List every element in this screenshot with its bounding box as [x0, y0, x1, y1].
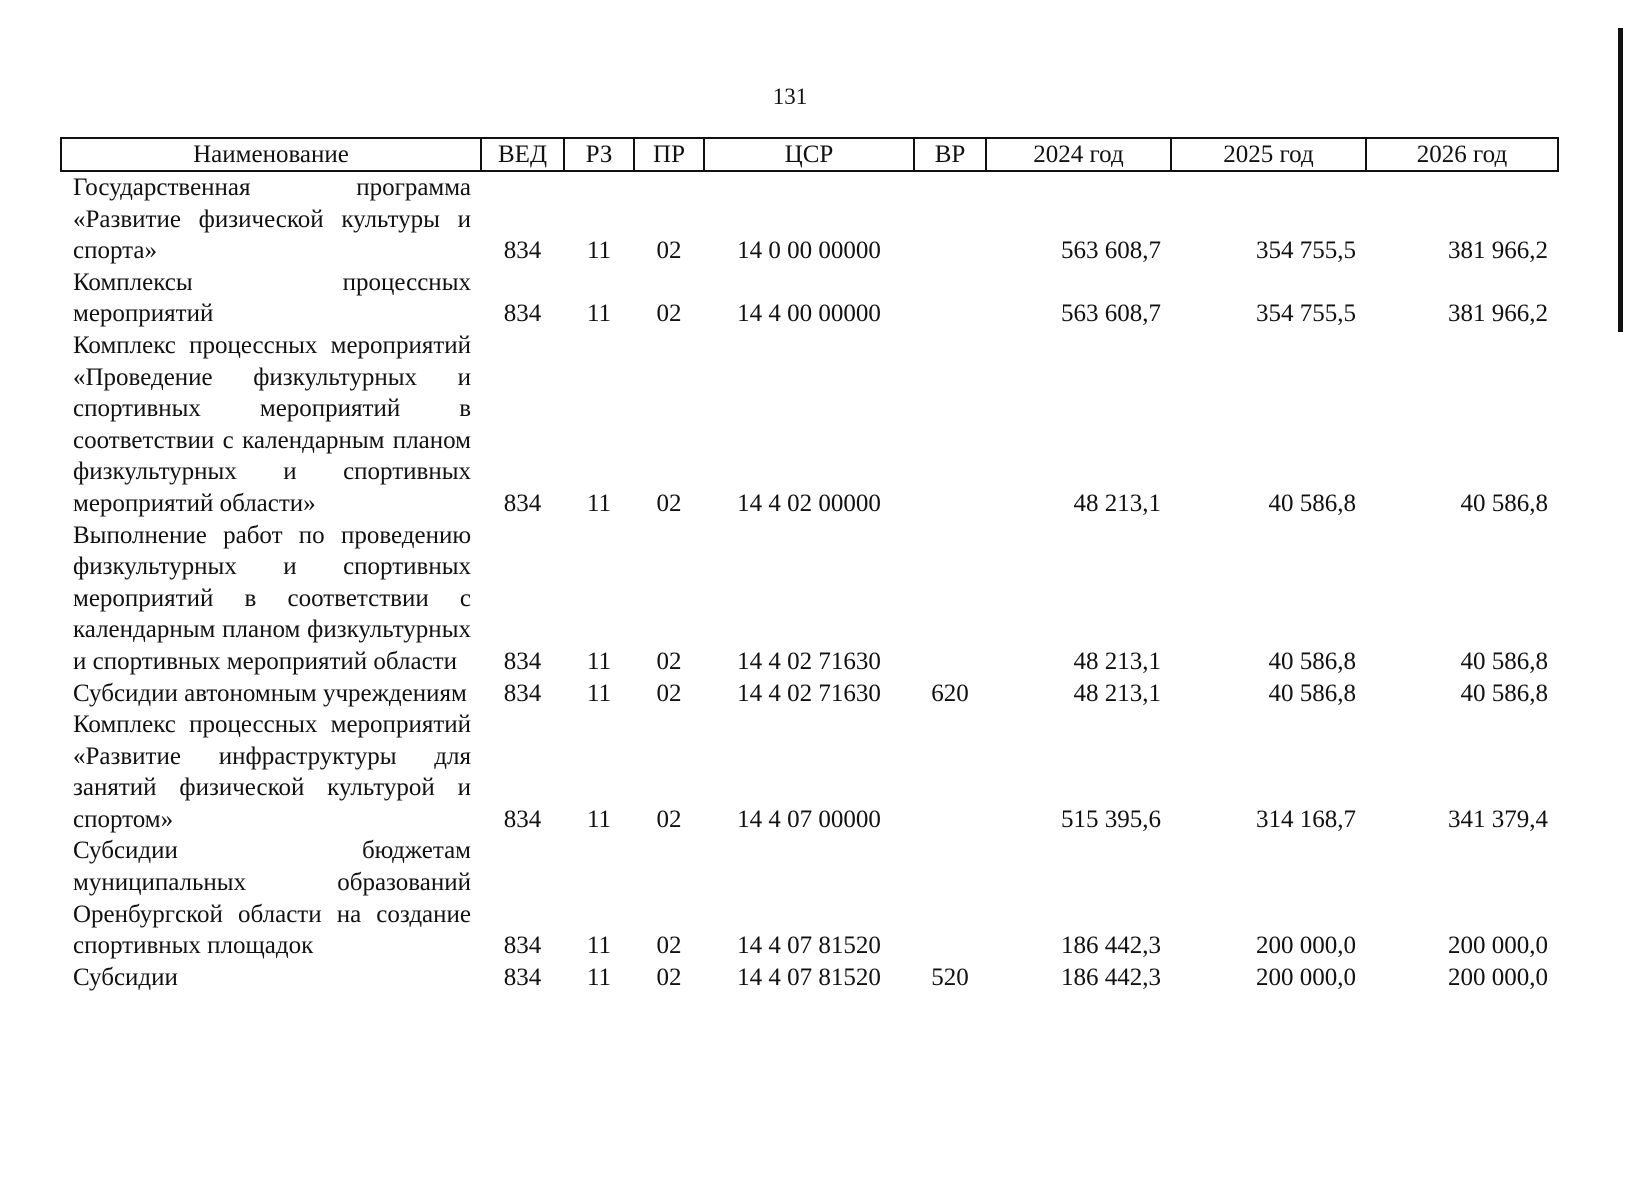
- table-row: [61, 520, 1558, 678]
- table-row: [61, 171, 1558, 267]
- row-2024: 563 608,7: [1061, 237, 1161, 265]
- header-2026: 2026 год: [1366, 138, 1558, 171]
- row-pr: 02: [656, 300, 682, 328]
- row-ved: 834: [503, 237, 542, 265]
- row-vr: [914, 520, 986, 678]
- header-csr: ЦСР: [704, 138, 914, 171]
- table-row: [61, 678, 1558, 710]
- row-rz: 11: [586, 647, 612, 675]
- row-csr: 14 4 07 00000: [737, 805, 881, 833]
- row-rz: 11: [586, 489, 612, 517]
- row-pr: 02: [656, 932, 682, 960]
- row-csr: 14 4 07 81520: [737, 932, 881, 960]
- header-ved: ВЕД: [481, 138, 564, 171]
- row-ved: 834: [503, 932, 542, 960]
- budget-table: [60, 137, 1559, 993]
- row-name: Комплексы процессных мероприятий: [73, 268, 471, 328]
- row-2026: 341 379,4: [1448, 805, 1548, 833]
- scan-edge-mark: [1618, 28, 1623, 332]
- row-2026: 40 586,8: [1460, 489, 1548, 517]
- row-rz: 11: [586, 237, 612, 265]
- row-2025: 40 586,8: [1268, 679, 1356, 707]
- row-csr: 14 4 07 81520: [737, 963, 881, 991]
- row-rz: 11: [586, 805, 612, 833]
- row-rz: 11: [586, 300, 612, 328]
- header-vr: ВР: [914, 138, 986, 171]
- row-ved: 834: [503, 647, 542, 675]
- header-2024: 2024 год: [986, 138, 1171, 171]
- row-rz: 11: [586, 963, 612, 991]
- row-pr: 02: [656, 679, 682, 707]
- row-2025: 40 586,8: [1268, 647, 1356, 675]
- row-2024: 186 442,3: [1061, 932, 1161, 960]
- row-2024: 48 213,1: [1073, 679, 1161, 707]
- row-2024: 48 213,1: [1073, 489, 1161, 517]
- row-name: Выполнение работ по проведению физкультурных и спортивных мероприятий в соответствии с календарным планом физкультурных и спортивных мероприятий области: [73, 521, 471, 675]
- row-csr: 14 4 00 00000: [737, 300, 881, 328]
- table-row: [61, 267, 1558, 330]
- row-ved: 834: [503, 300, 542, 328]
- row-2026: 200 000,0: [1448, 963, 1548, 991]
- row-2024: 186 442,3: [1061, 963, 1161, 991]
- row-pr: 02: [656, 489, 682, 517]
- row-rz: 11: [586, 679, 612, 707]
- header-pr: ПР: [634, 138, 704, 171]
- row-name: Субсидии: [73, 963, 178, 991]
- row-vr: [914, 171, 986, 267]
- row-2025: 200 000,0: [1256, 963, 1356, 991]
- row-vr: [914, 330, 986, 520]
- row-pr: 02: [656, 805, 682, 833]
- row-name: Государственная программа «Развитие физической культуры и спорта»: [73, 174, 471, 265]
- row-2025: 314 168,7: [1256, 805, 1356, 833]
- row-vr: 520: [931, 963, 969, 991]
- row-csr: 14 4 02 71630: [737, 647, 881, 675]
- row-name: Комплекс процессных мероприятий «Развитие инфраструктуры для занятий физической культурой и спортом»: [73, 711, 471, 833]
- row-pr: 02: [656, 647, 682, 675]
- row-2025: 354 755,5: [1256, 300, 1356, 328]
- page-number: 131: [772, 84, 808, 109]
- row-csr: 14 4 02 71630: [737, 679, 881, 707]
- header-rz: РЗ: [564, 138, 634, 171]
- row-ved: 834: [503, 489, 542, 517]
- row-2024: 48 213,1: [1073, 647, 1161, 675]
- row-2025: 354 755,5: [1256, 237, 1356, 265]
- table-row: [61, 962, 1558, 994]
- header-2025: 2025 год: [1171, 138, 1366, 171]
- row-pr: 02: [656, 237, 682, 265]
- row-name: Комплекс процессных мероприятий «Проведение физкультурных и спортивных мероприятий в соответствии с календарным планом физкультурных и спортивных мероприятий области»: [73, 331, 471, 517]
- header-name: Наименование: [61, 138, 481, 171]
- row-ved: 834: [503, 679, 542, 707]
- row-vr: [914, 709, 986, 835]
- row-ved: 834: [503, 805, 542, 833]
- row-vr: [914, 267, 986, 330]
- row-ved: 834: [503, 963, 542, 991]
- table-row: [61, 709, 1558, 835]
- row-name: Субсидии бюджетам муниципальных образований Оренбургской области на создание спортивных площадок: [73, 837, 471, 960]
- table-row: [61, 835, 1558, 961]
- row-2025: 200 000,0: [1256, 932, 1356, 960]
- row-2025: 40 586,8: [1268, 489, 1356, 517]
- row-csr: 14 0 00 00000: [737, 237, 881, 265]
- row-2026: 381 966,2: [1448, 237, 1548, 265]
- row-vr: [914, 835, 986, 961]
- row-pr: 02: [656, 963, 682, 991]
- header-row: [61, 138, 1558, 171]
- row-name: Субсидии автономным учреждениям: [73, 679, 467, 707]
- row-2024: 515 395,6: [1061, 805, 1161, 833]
- row-csr: 14 4 02 00000: [737, 489, 881, 517]
- row-vr: 620: [931, 679, 969, 707]
- row-rz: 11: [586, 932, 612, 960]
- row-2024: 563 608,7: [1061, 300, 1161, 328]
- row-2026: 40 586,8: [1460, 647, 1548, 675]
- row-2026: 40 586,8: [1460, 679, 1548, 707]
- table-row: [61, 330, 1558, 520]
- row-2026: 200 000,0: [1448, 932, 1548, 960]
- row-2026: 381 966,2: [1448, 300, 1548, 328]
